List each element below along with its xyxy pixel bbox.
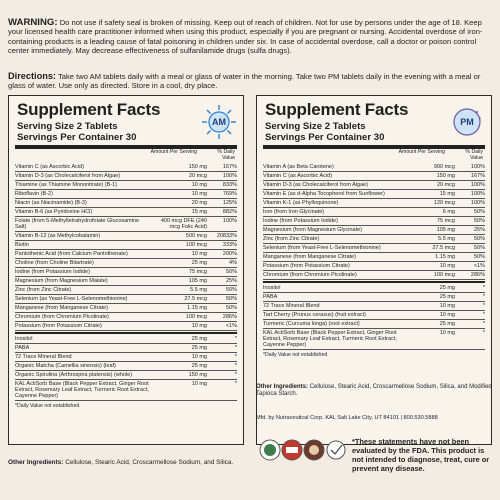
nutrient-dv: * [482, 330, 485, 336]
table-row [263, 302, 485, 311]
am-mid-divider [15, 332, 237, 334]
pm-footnote: *Daily Value not established. [263, 352, 329, 358]
seal-icon-1 [260, 440, 280, 460]
nutrient-amount: 5.5 mg [190, 287, 207, 293]
table-row [15, 217, 237, 232]
seal-icon-2 [282, 440, 302, 460]
nutrient-amount: 75 mcg [188, 269, 207, 275]
nutrient-amount: 400 mcg DFE (240 mcg Folic Acid) [160, 218, 207, 230]
nutrient-amount: 25 mg [191, 260, 207, 266]
table-row [263, 190, 485, 199]
nutrient-amount: 25 mg [191, 336, 207, 342]
nutrient-amount: 27.5 mcg [184, 296, 207, 302]
nutrient-amount: 100 mcg [185, 242, 207, 248]
other-ingredients-pm-label: Other Ingredients: [256, 384, 309, 390]
nutrient-amount: 100 mcg [433, 272, 455, 278]
table-row [263, 320, 485, 329]
nutrient-dv: 286% [470, 272, 485, 278]
nutrient-dv: 769% [222, 191, 237, 197]
nutrient-dv: 100% [470, 200, 485, 206]
table-row [15, 344, 237, 353]
nutrient-name: Potassium (from Potassium Citrate) [15, 323, 102, 329]
nutrient-dv: 50% [473, 218, 485, 224]
other-ingredients-am-text: Cellulose, Stearic Acid, Croscarmellose Sodium, and Silica. [65, 459, 234, 466]
nutrient-dv: 833% [222, 182, 237, 188]
nutrient-dv: 100% [470, 164, 485, 170]
am-servings: Servings Per Container 30 [17, 132, 137, 143]
nutrient-amount: 10 mg [191, 323, 207, 329]
other-ingredients-pm-text: Cellulose, Stearic Acid, Croscarmellose Sodium, Silica, and Modified Tapioca Starch. [256, 384, 492, 398]
directions-text: Take two AM tablets daily with a meal or glass of water in the morning. Take two PM tablets daily in the evening with a meal or glass of water. Use only as directed. Store in a cool, dry place. [8, 72, 481, 91]
nutrient-dv: 50% [225, 287, 237, 293]
nutrient-name: 72 Trace Mineral Blend [263, 303, 320, 309]
table-row [15, 313, 237, 322]
table-row [263, 163, 485, 172]
nutrient-dv: * [234, 372, 237, 378]
nutrient-name: Selenium (as Yeast-Free L-Selenomethionine) [15, 296, 128, 302]
nutrient-dv: 100% [222, 173, 237, 179]
nutrient-name: Vitamin E (as d-Alpha Tocopherol from Sunflower) [263, 191, 385, 197]
table-row [15, 286, 237, 295]
nutrient-amount: 25 mg [439, 321, 455, 327]
nutrient-dv: 100% [470, 182, 485, 188]
table-row [263, 262, 485, 271]
nutrient-name: Iron (from Iron Glycinate) [263, 209, 325, 215]
table-row [263, 217, 485, 226]
nutrient-dv: 125% [222, 200, 237, 206]
nutrient-name: Iodine (from Potassium Iodide) [15, 269, 90, 275]
nutrient-name: Zinc (from Zinc Citrate) [263, 236, 320, 242]
nutrient-name: Zinc (from Zinc Citrate) [15, 287, 72, 293]
other-ingredients-am [8, 459, 248, 467]
nutrient-name: KAL ActiSorb Base (Black Pepper Extract, Ginger Root Extract, Rosemary Leaf Extract, Turmeric Root Extract, Cayenne Pepper) [15, 381, 149, 399]
nutrient-dv: * [482, 285, 485, 291]
pm-col-amount: Amount Per Serving [398, 149, 445, 155]
pm-servings: Servings Per Container 30 [265, 132, 385, 143]
table-row [263, 253, 485, 262]
certification-seals [258, 428, 346, 472]
nutrient-name: Manganese (from Manganese Citrate) [263, 254, 356, 260]
nutrient-dv: 50% [473, 209, 485, 215]
nutrient-dv: 167% [222, 164, 237, 170]
nutrient-amount: 10 mg [191, 381, 207, 387]
nutrient-dv: 50% [473, 254, 485, 260]
nutrient-name: Vitamin D-3 (as Cholecalciferol from Algae) [15, 173, 121, 179]
am-serving-size: Serving Size 2 Tablets [17, 121, 118, 132]
nutrient-dv: 100% [470, 191, 485, 197]
table-row [15, 371, 237, 380]
fda-disclaimer: *These statements have not been evaluated by the FDA. This product is not intended to diagnose, treat, cure or prevent any disease. [352, 437, 490, 473]
other-ingredients-am-label: Other Ingredients: [8, 459, 64, 466]
nutrient-name: Organic Matcha (Camellia sinensis) (leaf) [15, 363, 116, 369]
nutrient-amount: 500 mcg [185, 233, 207, 239]
nutrient-dv: 100% [222, 218, 237, 224]
table-row [263, 226, 485, 235]
nutrient-name: KAL ActiSorb Base (Black Pepper Extract, Ginger Root Extract, Rosemary Leaf Extract, Turmeric Root Extract, Cayenne Pepper) [263, 330, 397, 348]
table-row [15, 322, 237, 331]
seal-icon-4 [327, 441, 345, 459]
am-badge-label: AM [212, 117, 226, 127]
warning-label: WARNING: [8, 17, 58, 28]
nutrient-amount: 25 mg [191, 345, 207, 351]
nutrient-amount: 10 mg [191, 354, 207, 360]
nutrient-dv: 286% [222, 314, 237, 320]
nutrient-name: Magnesium (from Magnesium Malate) [15, 278, 108, 284]
am-footnote: *Daily Value not established. [15, 403, 81, 409]
table-row [15, 277, 237, 286]
nutrient-dv: 200% [222, 251, 237, 257]
nutrient-name: Turmeric (Curcuma longa) (root extract) [263, 321, 360, 327]
nutrient-dv: * [482, 312, 485, 318]
table-row [15, 163, 237, 172]
nutrient-amount: 150 mg [436, 173, 455, 179]
table-row [15, 250, 237, 259]
table-row [15, 208, 237, 217]
nutrient-amount: 10 mg [191, 191, 207, 197]
nutrient-dv: * [482, 321, 485, 327]
nutrient-amount: 25 mg [439, 294, 455, 300]
nutrient-name: Inositol [15, 336, 33, 342]
nutrient-amount: 10 mg [439, 303, 455, 309]
nutrient-amount: 1.15 mg [187, 305, 207, 311]
nutrient-name: Iodine (from Potassium Iodide) [263, 218, 338, 224]
nutrient-amount: 150 mg [188, 372, 207, 378]
nutrient-dv: * [234, 336, 237, 342]
nutrient-name: Niacin (as Niacinamide) (B-3) [15, 200, 87, 206]
nutrient-amount: 100 mcg [185, 314, 207, 320]
nutrient-name: Tart Cherry (Prunus cerasus) (fruit extract) [263, 312, 366, 318]
am-divider [15, 145, 237, 149]
nutrient-name: Choline (from Choline Bitartrate) [15, 260, 94, 266]
nutrient-dv: 50% [473, 245, 485, 251]
table-row [263, 329, 485, 350]
nutrient-amount: 10 mg [439, 312, 455, 318]
manufacturer-info: Mfd. by Nutraceutical Corp. KAL Salt Lake City, UT 84101 | 800.530.5888 [256, 415, 438, 421]
nutrient-amount: 20 mcg [436, 182, 455, 188]
table-row [15, 172, 237, 181]
nutrient-amount: 150 mg [188, 164, 207, 170]
am-rows [15, 163, 237, 409]
nutrient-name: Potassium (from Potassium Citrate) [263, 263, 350, 269]
pm-rows [263, 163, 485, 358]
nutrient-name: Manganese (from Manganese Citrate) [15, 305, 108, 311]
table-row [15, 181, 237, 190]
nutrient-amount: 105 mg [436, 227, 455, 233]
pm-title: Supplement Facts [265, 100, 409, 119]
table-row [263, 271, 485, 280]
nutrient-name: Pantothenic Acid (from Calcium Pantothenate) [15, 251, 128, 257]
table-row [15, 335, 237, 344]
nutrient-name: Magnesium (from Magnesium Glycinate) [263, 227, 363, 233]
am-col-amount: Amount Per Serving [150, 149, 197, 155]
table-row [15, 353, 237, 362]
table-row [263, 244, 485, 253]
nutrient-name: Organic Spirulina (Arthrospira platensis) (whole) [15, 372, 133, 378]
nutrient-name: Vitamin C (as Ascorbic Acid) [15, 164, 84, 170]
nutrient-name: Thiamine (as Thiamine Mononitrate) (B-1) [15, 182, 117, 188]
nutrient-amount: 6 mg [442, 209, 455, 215]
table-row [15, 295, 237, 304]
table-row [15, 241, 237, 250]
nutrient-name: Chromium (from Chromium Picolinate) [263, 272, 357, 278]
pm-serving-size: Serving Size 2 Tablets [265, 121, 366, 132]
nutrient-name: PABA [15, 345, 30, 351]
table-row [15, 268, 237, 277]
nutrient-amount: 15 mg [439, 191, 455, 197]
nutrient-amount: 15 mg [191, 209, 207, 215]
nutrient-name: Vitamin C (as Ascorbic Acid) [263, 173, 332, 179]
table-row [263, 293, 485, 302]
pm-divider [263, 145, 485, 149]
nutrient-name: Vitamin K-1 (as Phylloquinone) [263, 200, 339, 206]
nutrient-dv: 50% [225, 296, 237, 302]
table-row [15, 259, 237, 268]
table-row [263, 181, 485, 190]
directions-section [8, 72, 494, 91]
am-col-dv: % Daily Value [217, 149, 235, 161]
warning-section [8, 18, 494, 56]
table-row [263, 208, 485, 217]
nutrient-dv: 333% [222, 242, 237, 248]
table-row [263, 172, 485, 181]
other-ingredients-pm [256, 384, 492, 399]
table-row [15, 199, 237, 208]
nutrient-amount: 20 mg [191, 200, 207, 206]
nutrient-dv: 4% [229, 260, 237, 266]
nutrient-dv: <1% [473, 263, 485, 269]
nutrient-name: Chromium (from Chromium Picolinate) [15, 314, 109, 320]
nutrient-amount: 20 mcg [188, 173, 207, 179]
nutrient-name: Vitamin A (as Beta Carotene) [263, 164, 334, 170]
nutrient-dv: 20833% [216, 233, 237, 239]
nutrient-dv: * [482, 303, 485, 309]
nutrient-dv: 25% [225, 278, 237, 284]
table-row [15, 232, 237, 241]
nutrient-amount: 25 mg [439, 285, 455, 291]
nutrient-dv: 25% [473, 227, 485, 233]
nutrient-dv: 50% [225, 269, 237, 275]
nutrient-amount: 120 mcg [433, 200, 455, 206]
nutrient-amount: 105 mg [188, 278, 207, 284]
nutrient-dv: * [234, 354, 237, 360]
seal-icon-3 [304, 440, 324, 460]
table-row [263, 311, 485, 320]
nutrient-dv: * [234, 363, 237, 369]
table-row [263, 284, 485, 293]
am-supplement-facts [8, 95, 244, 445]
nutrient-name: Folate (from 5-Methyltetrahydrofolate Glucosamine Salt) [15, 218, 140, 230]
nutrient-amount: 25 mg [191, 363, 207, 369]
nutrient-name: PABA [263, 294, 278, 300]
nutrient-dv: 50% [225, 305, 237, 311]
warning-text: Do not use if safety seal is broken of missing. Keep out of reach of children. Not for use by persons under the age of 18. Keep your licensed health care practitioner informed when using this product, especially if you are pregnant or nursing. Accidental overdose of iron-containing products is a leading cause of fatal poisoning in children under six. In case of accidental overdose, call a doctor or poison control center immediately. May decrease effectiveness of sulfanilamide drugs (sulfa drugs). [8, 18, 483, 56]
table-row [15, 190, 237, 199]
am-title: Supplement Facts [17, 100, 161, 119]
table-row [15, 362, 237, 371]
pm-serving-info [265, 121, 384, 143]
nutrient-dv: 882% [222, 209, 237, 215]
table-row [263, 235, 485, 244]
nutrient-name: Vitamin B-6 (as Pyridoxine HCl) [15, 209, 93, 215]
nutrient-amount: 27.5 mcg [432, 245, 455, 251]
nutrient-name: Selenium (from Yeast-Free L-Selenomethionine) [263, 245, 381, 251]
nutrient-amount: 5.5 mg [438, 236, 455, 242]
nutrient-name: Riboflavin (B-2) [15, 191, 53, 197]
nutrient-dv: <1% [225, 323, 237, 329]
nutrient-name: Vitamin B-12 (as Methylcobalamin) [15, 233, 101, 239]
nutrient-dv: 50% [473, 236, 485, 242]
nutrient-amount: 10 mg [191, 182, 207, 188]
nutrient-amount: 10 mg [439, 330, 455, 336]
nutrient-dv: * [482, 294, 485, 300]
am-serving-info [17, 121, 136, 143]
table-row [263, 199, 485, 208]
nutrient-name: Biotin [15, 242, 29, 248]
table-row [15, 380, 237, 401]
nutrient-amount: 10 mg [439, 263, 455, 269]
nutrient-name: 72 Trace Mineral Blend [15, 354, 72, 360]
nutrient-dv: 167% [470, 173, 485, 179]
nutrient-dv: * [234, 381, 237, 387]
nutrient-amount: 900 mcg [433, 164, 455, 170]
directions-label: Directions: [8, 71, 56, 81]
nutrient-name: Inositol [263, 285, 281, 291]
pm-badge-label: PM [460, 117, 474, 127]
nutrient-amount: 75 mcg [436, 218, 455, 224]
nutrient-name: Vitamin D-3 (as Cholecalciferol from Algae) [263, 182, 369, 188]
pm-mid-divider [263, 281, 485, 283]
nutrient-amount: 10 mg [191, 251, 207, 257]
nutrient-amount: 1.15 mg [435, 254, 455, 260]
pm-col-dv: % Daily Value [465, 149, 483, 161]
nutrient-dv: * [234, 345, 237, 351]
table-row [15, 304, 237, 313]
